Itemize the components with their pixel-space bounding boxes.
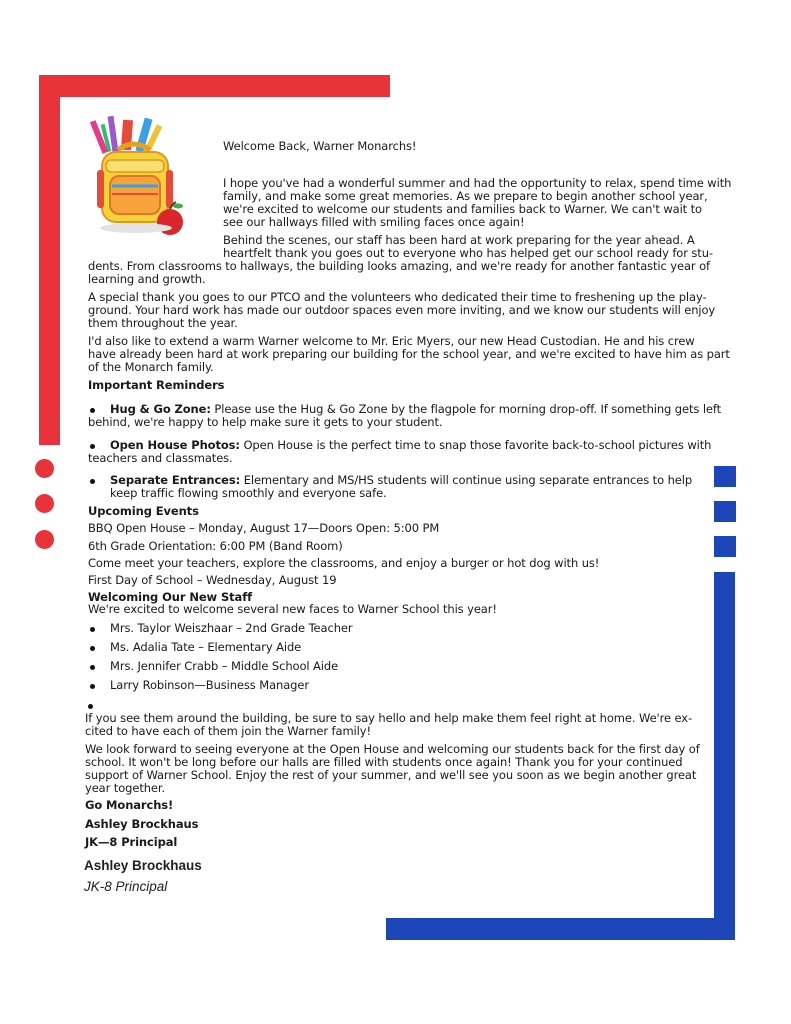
staff-list-item: Larry Robinson—Business Manager <box>110 678 309 692</box>
bullet-icon <box>90 665 95 670</box>
bullet-icon <box>90 646 95 651</box>
reminder-text: Open House is the perfect time to snap those favorite back-to-school pictures with <box>239 438 712 452</box>
reminders-heading: Important Reminders <box>88 378 225 392</box>
staff-list-item: Ms. Adalia Tate – Elementary Aide <box>110 640 302 654</box>
blue-frame-bottom <box>386 918 735 940</box>
final-line: We look forward to seeing everyone at the Open House and welcoming our students back for the first day of <box>85 742 700 756</box>
red-frame-left <box>39 75 60 445</box>
greeting: Welcome Back, Warner Monarchs! <box>223 139 417 153</box>
intro-line: I hope you've had a wonderful summer and had the opportunity to relax, spend time with <box>223 176 732 190</box>
new-staff-intro: We're excited to welcome several new faces to Warner School this year! <box>88 602 497 616</box>
bullet-icon <box>90 444 95 449</box>
red-dot-1 <box>35 459 54 478</box>
reminder-label: Hug & Go Zone: <box>110 402 211 416</box>
new-staff-heading: Welcoming Our New Staff <box>88 590 253 604</box>
signoff-name: Ashley Brockhaus <box>85 817 199 831</box>
ptco-line: ground. Your hard work has made our outdoor spaces even more inviting, and we know our students will enjoy <box>88 303 716 317</box>
bullet-icon <box>90 479 95 484</box>
reminder-entrances-cont: keep traffic flowing smoothly and everyone safe. <box>110 486 387 500</box>
ptco-line: A special thank you goes to our PTCO and the volunteers who dedicated their time to freshening up the play- <box>88 290 707 304</box>
staff-line: Behind the scenes, our staff has been hard at work preparing for the year ahead. A <box>223 233 695 247</box>
closing-line: cited to have each of them join the Warner family! <box>85 724 371 738</box>
red-dot-2 <box>35 494 54 513</box>
intro-line: we're excited to welcome our students and families back to Warner. We can't wait to <box>223 202 702 216</box>
bullet-icon <box>90 627 95 632</box>
staff-line: dents. From classrooms to hallways, the building looks amazing, and we're ready for another fantastic year of <box>88 259 711 273</box>
signoff-title: JK—8 Principal <box>85 835 178 849</box>
signature-name: Ashley Brockhaus <box>84 858 202 873</box>
reminder-photos-cont: teachers and classmates. <box>88 451 233 465</box>
bullet-icon <box>90 684 95 689</box>
event-line: BBQ Open House – Monday, August 17—Doors Open: 5:00 PM <box>88 521 440 535</box>
event-line: Come meet your teachers, explore the classrooms, and enjoy a burger or hot dog with us! <box>88 556 600 570</box>
staff-list-item: Mrs. Taylor Weiszhaar – 2nd Grade Teacher <box>110 621 353 635</box>
intro-line: family, and make some great memories. As we prepare to begin another school year, <box>223 189 708 203</box>
reminder-hug-cont: behind, we're happy to help make sure it gets to your student. <box>88 415 443 429</box>
ptco-line: them throughout the year. <box>88 316 238 330</box>
staff-line: heartfelt thank you goes out to everyone who has helped get our school ready for stu- <box>223 246 713 260</box>
blue-frame-right <box>714 572 735 940</box>
final-line: year together. <box>85 781 166 795</box>
blue-square-2 <box>714 501 736 522</box>
backpack-icon <box>88 114 188 238</box>
custodian-line: have already been hard at work preparing our building for the school year, and we're excited to have him as part <box>88 347 730 361</box>
closing-line: If you see them around the building, be sure to say hello and help make them feel right at home. We're ex- <box>85 711 693 725</box>
event-line: 6th Grade Orientation: 6:00 PM (Band Room) <box>88 539 343 553</box>
bullet-icon <box>90 408 95 413</box>
signature-title: JK-8 Principal <box>84 879 168 894</box>
red-frame-top <box>39 75 390 97</box>
reminder-label: Separate Entrances: <box>110 473 241 487</box>
event-line: First Day of School – Wednesday, August 19 <box>88 573 337 587</box>
blue-square-1 <box>714 466 736 487</box>
red-dot-3 <box>35 530 54 549</box>
reminder-text: Please use the Hug & Go Zone by the flagpole for morning drop-off. If something gets left <box>210 402 722 416</box>
reminder-text: Elementary and MS/HS students will continue using separate entrances to help <box>240 473 693 487</box>
reminder-label: Open House Photos: <box>110 438 240 452</box>
signoff-cheer: Go Monarchs! <box>85 798 174 812</box>
final-line: support of Warner School. Enjoy the rest of your summer, and we'll see you soon as we begin another great <box>85 768 697 782</box>
final-line: school. It won't be long before our halls are filled with students once again! Thank you for your continued <box>85 755 683 769</box>
bullet-icon <box>88 704 93 709</box>
custodian-line: of the Monarch family. <box>88 360 214 374</box>
staff-list-item: Mrs. Jennifer Crabb – Middle School Aide <box>110 659 339 673</box>
blue-square-3 <box>714 536 736 557</box>
intro-line: see our hallways filled with smiling faces once again! <box>223 215 525 229</box>
events-heading: Upcoming Events <box>88 504 199 518</box>
custodian-line: I'd also like to extend a warm Warner welcome to Mr. Eric Myers, our new Head Custodian. He and his crew <box>88 334 695 348</box>
staff-line: learning and growth. <box>88 272 206 286</box>
